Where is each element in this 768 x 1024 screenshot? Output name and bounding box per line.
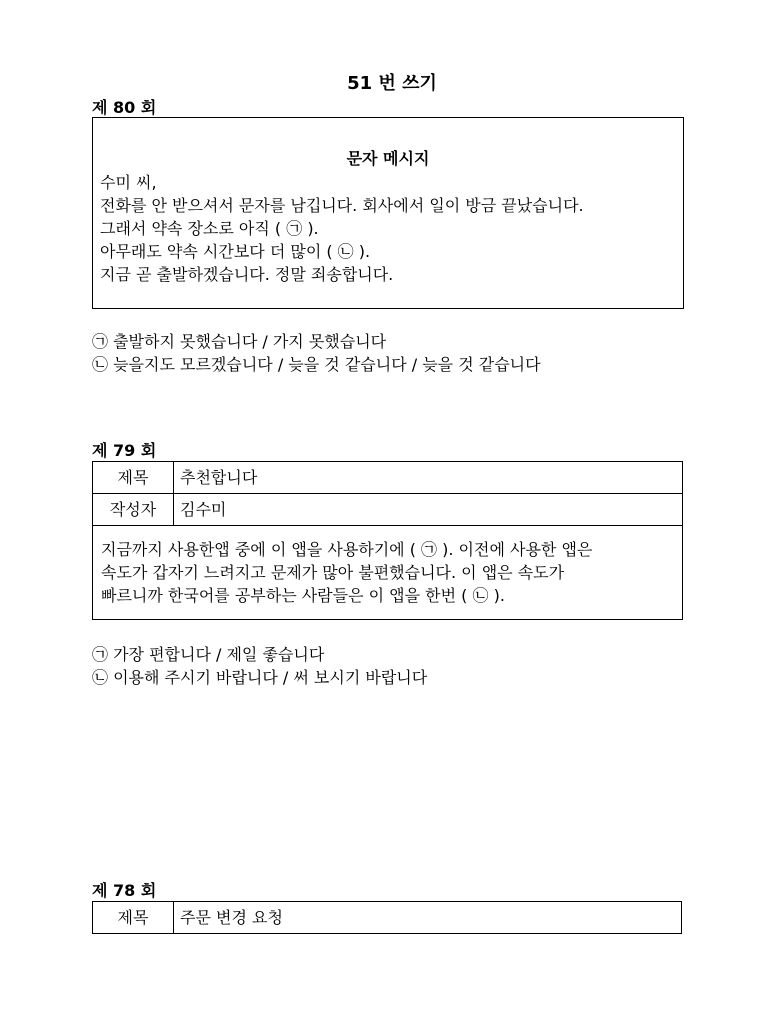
answers-80 [92,330,541,376]
message-line: 그래서 약속 장소로 아직 ( ㉠ ). [100,219,319,238]
answers-79 [92,643,427,689]
post-form-79 [92,461,683,620]
answer-line: ㉠ 출발하지 못했습니다 / 가지 못했습니다 [92,332,387,351]
table-row [93,494,683,526]
table-row [93,902,682,934]
message-line: 아무래도 약속 시간보다 더 많이 ( ㉡ ). [100,242,371,261]
message-title: 문자 메시지 [346,149,430,168]
section-label-78: 제 78 회 [92,881,157,900]
text-message-box [92,117,684,309]
field-key: 제목 [93,902,174,934]
page-title: 51 번 쓰기 [347,73,437,94]
body-line: 빠르니까 한국어를 공부하는 사람들은 이 앱을 한번 ( ㉡ ). [101,586,505,605]
message-line: 전화를 안 받으셔서 문자를 남깁니다. 회사에서 일이 방금 끝났습니다. [100,196,584,215]
field-key: 작성자 [93,494,174,526]
field-key: 제목 [93,462,174,494]
field-value: 주문 변경 요청 [174,902,682,934]
field-value: 김수미 [174,494,683,526]
answer-line: ㉡ 이용해 주시기 바랍니다 / 써 보시기 바랍니다 [92,668,428,687]
body-line: 지금까지 사용한앱 중에 이 앱을 사용하기에 ( ㉠ ). 이전에 사용한 앱은 [101,540,593,559]
post-form-78 [92,901,682,934]
table-row [93,462,683,494]
message-body [100,171,584,286]
answer-line: ㉡ 늦을지도 모르겠습니다 / 늦을 것 같습니다 / 늦을 것 같습니다 [92,355,541,374]
post-body [93,526,683,620]
section-label-80: 제 80 회 [92,98,157,117]
answer-line: ㉠ 가장 편합니다 / 제일 좋습니다 [92,645,325,664]
body-line: 속도가 갑자기 느려지고 문제가 많아 불편했습니다. 이 앱은 속도가 [101,563,565,582]
section-label-79: 제 79 회 [92,441,157,460]
message-line: 수미 씨, [100,173,157,192]
field-value: 추천합니다 [174,462,683,494]
message-line: 지금 곧 출발하겠습니다. 정말 죄송합니다. [100,265,394,284]
table-row [93,526,683,620]
